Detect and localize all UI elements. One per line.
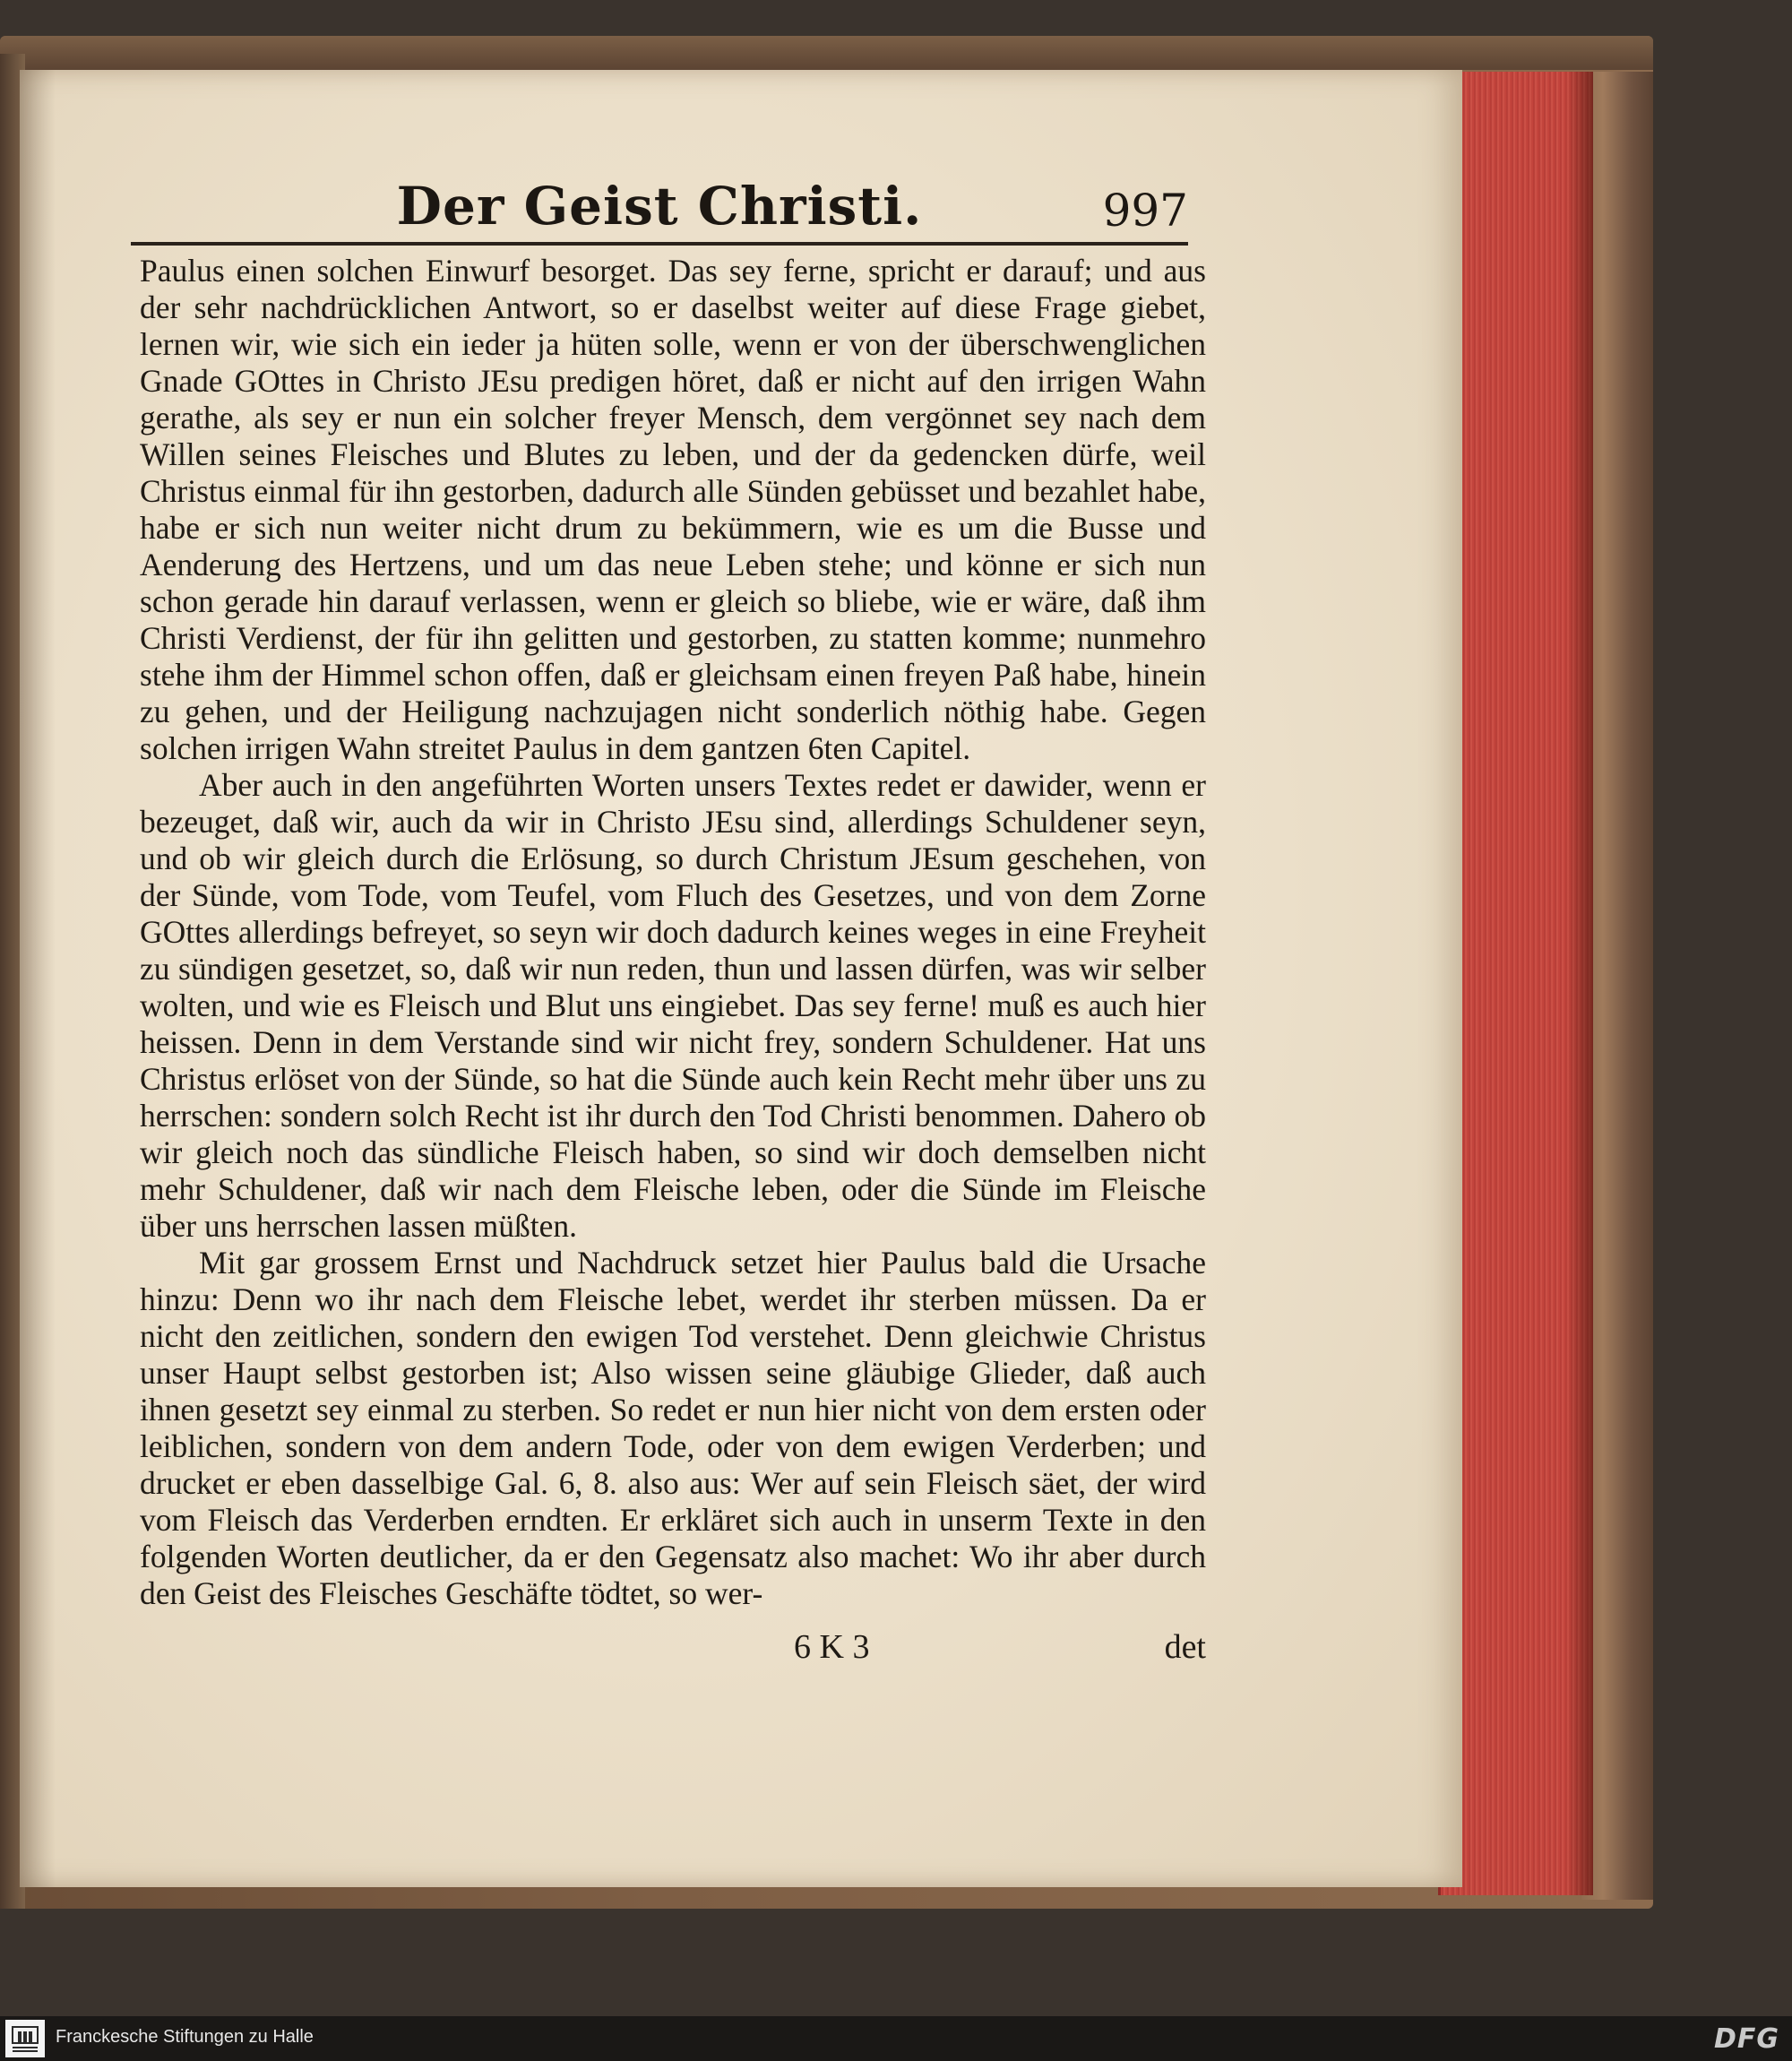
gutter-shadow xyxy=(20,70,56,1887)
paragraph-2: Aber auch in den angeführten Worten unsers Textes redet er dawider, wenn er bezeuget, daß wir, auch da wir in Christo JEsu sind, allerdings Schuldener seyn, und ob wir gleich durch die Erlösung, so durch Christum JEsum geschehen, von der Sünde, vom Tode, vom Teufel, vom Fluch des Gesetzes, und von dem Zorne GOttes allerdings befreyet, so seyn wir doch dadurch keines weges in eine Freyheit zu sündigen gesetzet, so, daß wir nun reden, thun und lassen dürfen, was wir selber wolten, und wie es Fleisch und Blut uns eingiebet. Das sey ferne! muß es auch hier heissen. Denn in dem Verstande sind wir nicht frey, sondern Schuldener. Hat uns Christus erlöset von der Sünde, so hat die Sünde auch kein Recht mehr über uns zu herrschen: sondern solch Recht ist ihr durch den Tod Christi benommen. Dahero ob wir gleich noch das sündliche Fleisch haben, so sind wir doch demselben nicht mehr Schuldener, daß wir nach dem Fleische leben, oder die Sünde im Fleische über uns herrschen lassen müßten. xyxy=(140,767,1206,1244)
body-text xyxy=(140,253,1206,1612)
institution-logo xyxy=(5,2020,45,2057)
page-foot xyxy=(140,1627,1206,1670)
signature-mark: 6 K 3 xyxy=(794,1628,870,1666)
paragraph-1: Paulus einen solchen Einwurf besorget. Das sey ferne, spricht er darauf; und aus der sehr nachdrücklichen Antwort, so er daselbst weiter auf diese Frage giebet, lernen wir, wie sich ein ieder ja hüten solle, wenn er von der überschwenglichen Gnade GOttes in Christo JEsu predigen höret, daß er nicht auf den irrigen Wahn gerathe, als sey er nun ein solcher freyer Mensch, dem vergönnet sey nach dem Willen seines Fleisches und Blutes zu leben, und der da gedencken dürfe, weil Christus einmal für ihn gestorben, dadurch alle Sünden gebüsset und bezahlet habe, habe er sich nun weiter nicht drum zu bekümmern, wie es um die Busse und Aenderung des Hertzens, und um das neue Leben stehe; und könne er sich nun schon gerade hin darauf verlassen, wenn er gleich so bliebe, wie er wäre, daß ihm Christi Verdienst, der für ihn gelitten und gestorben, zu statten komme; nunmehro stehe ihm der Himmel schon offen, daß er gleichsam einen freyen Paß habe, hinein zu gehen, und der Heiligung nachzujagen nicht sonderlich nöthig habe. Gegen solchen irrigen Wahn streitet Paulus in dem gantzen 6ten Capitel. xyxy=(140,253,1206,766)
funder-logo: DFG xyxy=(1713,2023,1779,2055)
running-head xyxy=(131,176,1188,238)
page-number: 997 xyxy=(1102,185,1188,237)
catchword: det xyxy=(1164,1628,1206,1666)
paragraph-3: Mit gar grossem Ernst und Nachdruck setzet hier Paulus bald die Ursache hinzu: Denn wo ihr nach dem Fleische lebet, werdet ihr sterben müssen. Da er nicht den zeitlichen, sondern den ewigen Tod verstehet. Denn gleichwie Christus unser Haupt selbst gestorben ist; Also wissen seine gläubige Glieder, daß auch ihnen gesetzt sey einmal zu sterben. So redet er nun hier nicht von dem ersten oder leiblichen, sondern von dem andern Tode, oder von dem ewigen Verderben; und drucket er eben dasselbige Gal. 6, 8. also aus: Wer auf sein Fleisch säet, der wird vom Fleisch das Verderben erndten. Er erkläret sich auch in unserm Texte in den folgenden Worten deutlicher, da er den Gegensatz also machet: Wo ihr aber durch den Geist des Fleisches Geschäfte tödtet, so wer- xyxy=(140,1245,1206,1611)
book-cover-top xyxy=(0,36,1653,70)
viewer-footer xyxy=(0,2016,1792,2061)
page-title: Der Geist Christi. xyxy=(396,176,923,237)
institution-name: Franckesche Stiftungen zu Halle xyxy=(56,2027,314,2047)
header-rule xyxy=(131,242,1188,246)
institution-logo-icon xyxy=(9,2023,41,2054)
